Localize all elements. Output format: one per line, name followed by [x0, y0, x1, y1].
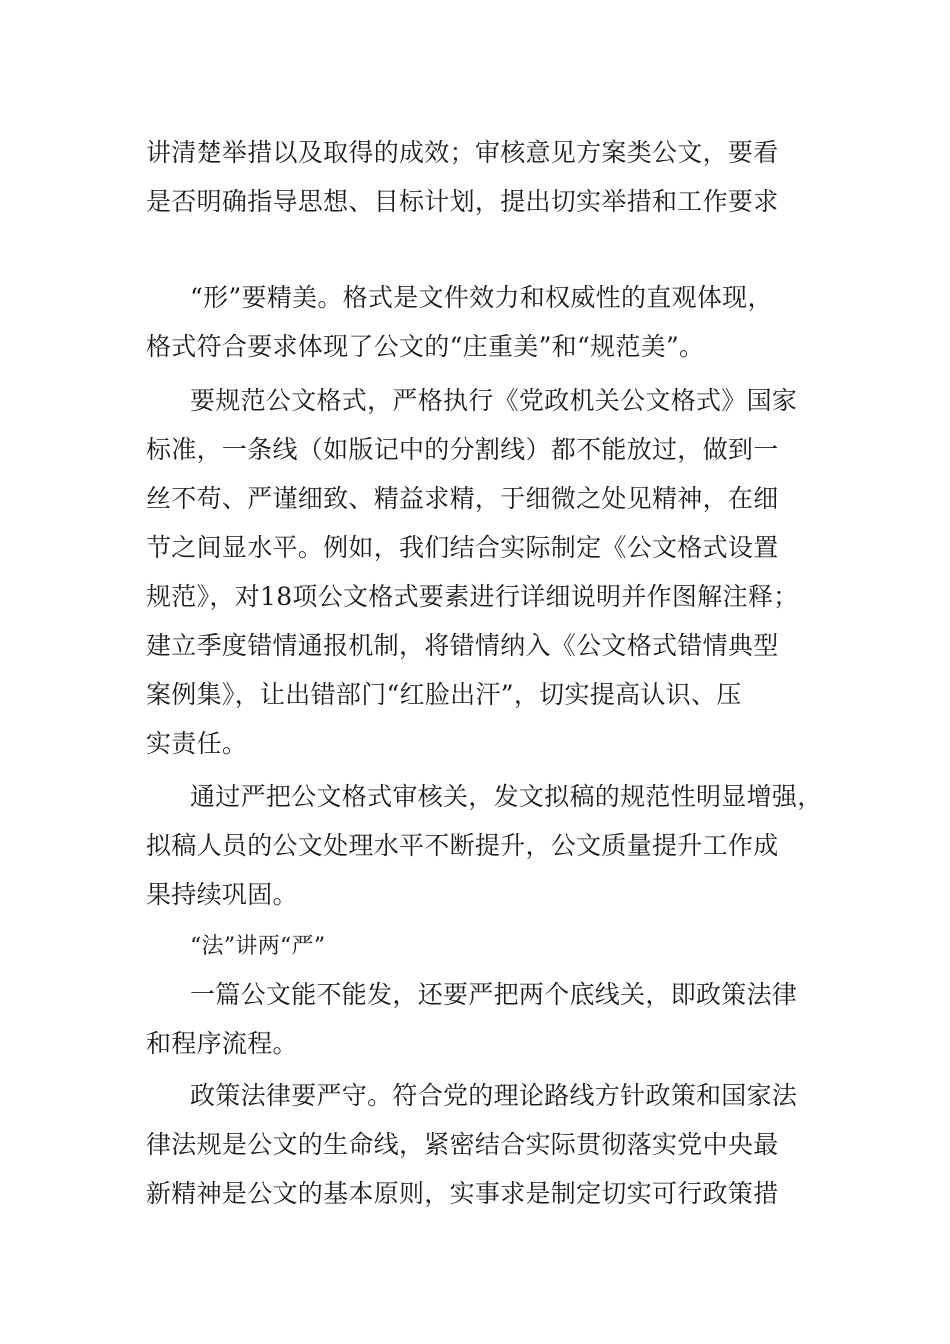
paragraph-line: 是否明确指导思想、目标计划，提出切实举措和工作要求: [146, 187, 779, 216]
paragraph-line: 政策法律要严守。符合党的理论路线方针政策和国家法: [190, 1081, 798, 1110]
paragraph-line: 规范》，对18项公文格式要素进行详细说明并作图解注释；: [146, 582, 799, 611]
paragraph-1: [146, 128, 826, 226]
paragraph-3: [146, 376, 826, 768]
paragraph-line: 通过严把公文格式审核关，发文拟稿的规范性明显增强，: [190, 782, 823, 811]
paragraph-line: 新精神是公文的基本原则，实事求是制定切实可行政策措: [146, 1179, 779, 1208]
heading-line: “法”讲两“严”: [190, 934, 326, 959]
paragraph-line: 建立季度错情通报机制，将错情纳入《公文格式错情典型: [146, 631, 779, 660]
paragraph-line: 一篇公文能不能发，还要严把两个底线关，即政策法律: [190, 980, 798, 1009]
paragraph-line: 标准，一条线（如版记中的分割线）都不能放过，做到一: [146, 435, 779, 464]
paragraph-line: 拟稿人员的公文处理水平不断提升，公文质量提升工作成: [146, 831, 779, 860]
paragraph-4: [146, 772, 826, 919]
paragraph-7: [146, 1071, 826, 1218]
paragraph-line: 律法规是公文的生命线，紧密结合实际贯彻落实党中央最: [146, 1130, 779, 1159]
paragraph-2: [146, 273, 826, 371]
paragraph-line: 要规范公文格式，严格执行《党政机关公文格式》国家: [190, 386, 798, 415]
paragraph-line: 果持续巩固。: [146, 880, 298, 909]
paragraph-line: 和程序流程。: [146, 1029, 298, 1058]
paragraph-line: 格式符合要求体现了公文的“庄重美”和“规范美”。: [146, 332, 705, 361]
paragraph-line: 案例集》，让出错部门“红脸出汗”，切实提高认识、压: [146, 680, 742, 709]
paragraph-line: 节之间显水平。例如，我们结合实际制定《公文格式设置: [146, 533, 779, 562]
paragraph-line: “形”要精美。格式是文件效力和权威性的直观体现，: [190, 283, 773, 312]
paragraph-line: 讲清楚举措以及取得的成效；审核意见方案类公文，要看: [146, 138, 779, 167]
paragraph-line: 实责任。: [146, 729, 248, 758]
paragraph-line: 丝不苟、严谨细致、精益求精，于细微之处见精神，在细: [146, 484, 779, 513]
paragraph-6: [146, 970, 826, 1068]
section-heading: [146, 922, 826, 971]
